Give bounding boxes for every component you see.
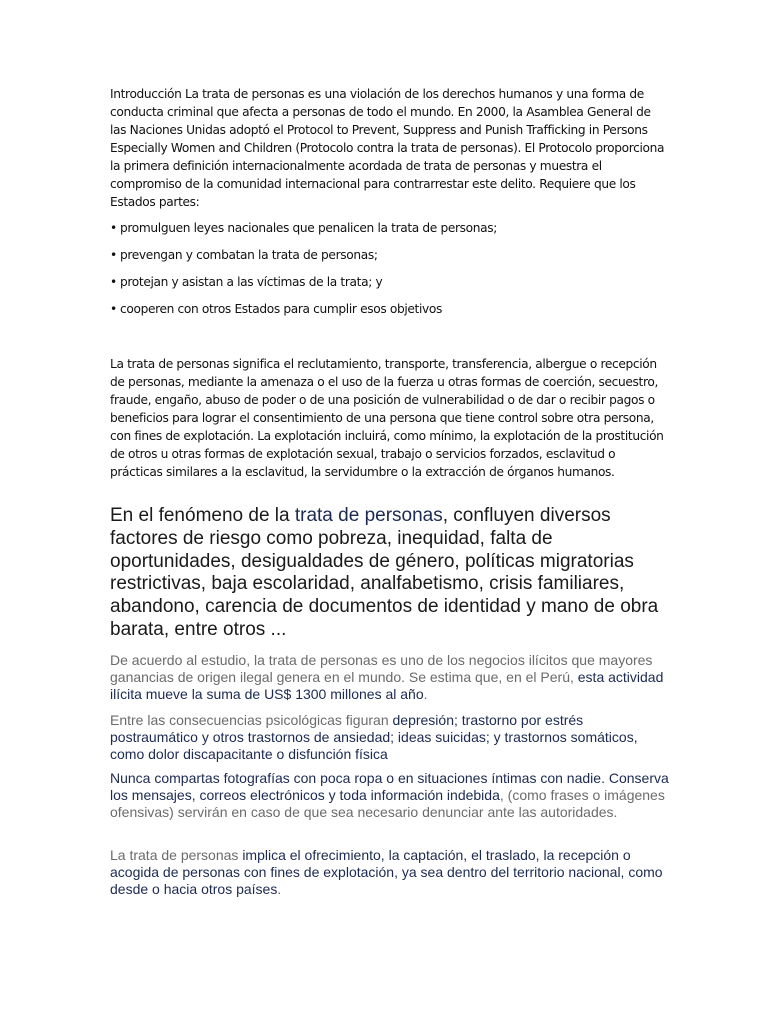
risk-factors-heading	[110, 505, 670, 642]
list-item-text: prevengan y combatan la trata de personas;	[120, 248, 378, 262]
trata-link[interactable]: trata de personas	[294, 505, 443, 526]
list-item	[110, 273, 670, 300]
consequences-paragraph	[110, 712, 670, 762]
advice-highlight: Nunca compartas fotografías con poca ropa o en situaciones íntimas con nadie. Conserva los mensajes, correos electrónicos y toda información indebida	[110, 770, 669, 803]
implication-text-c: .	[277, 880, 282, 897]
study-paragraph	[110, 652, 670, 702]
list-item-text: protejan y asistan a las víctimas de la trata; y	[120, 275, 383, 289]
study-highlight: esta actividad ilícita mueve la suma de US$ 1300 millones al año	[110, 668, 664, 702]
risk-factors-text-a: En el fenómeno de la	[110, 505, 295, 526]
implication-text-a: La trata de personas	[110, 847, 243, 863]
list-item-text: promulguen leyes nacionales que penalicen la trata de personas;	[120, 221, 498, 235]
intro-paragraph: Introducción La trata de personas es una violación de los derechos humanos y una forma de conducta criminal que afecta a personas de todo el mundo. En 2000, la Asamblea General de las Naciones Unidas adoptó el Protocol to Prevent, Suppress and Punish Trafficking in Persons Especially Women and Children (Protocolo contra la trata de personas). El Protocolo proporciona la primera definición internacionalmente acordada de trata de personas y muestra el compromiso de la comunidad internacional para contrarrestar este delito. Requiere que los Estados partes:	[110, 87, 665, 209]
list-item-text: cooperen con otros Estados para cumplir esos objetivos	[120, 302, 442, 316]
implication-paragraph	[110, 847, 670, 897]
study-text-c: .	[423, 685, 428, 702]
list-item	[110, 219, 670, 246]
list-item	[110, 300, 670, 327]
consequences-highlight: depresión; trastorno por estrés postraumático y otros trastornos de ansiedad; ideas suicidas; y trastornos somáticos, como dolor discapacitante o disfunción física	[110, 712, 638, 762]
advice-paragraph	[110, 770, 670, 820]
study-text-a: De acuerdo al estudio, la trata de personas es uno de los negocios ilícitos que mayores ganancias de origen ilegal genera en el mundo. Se estima que, en el Perú,	[110, 652, 653, 685]
implication-highlight: implica el ofrecimiento, la captación, el traslado, la recepción o acogida de personas con fines de explotación, ya sea dentro del territorio nacional, como desde o hacia otros países	[110, 847, 663, 897]
bullet-icon: •	[110, 275, 117, 289]
bullet-icon: •	[110, 302, 117, 316]
consequences-text-a: Entre las consecuencias psicológicas figuran	[110, 712, 393, 728]
risk-factors-text-c: , confluyen diversos factores de riesgo como pobreza, inequidad, falta de oportunidades, desigualdades de género, políticas migratorias restrictivas, baja escolaridad, analfabetismo, crisis familiares, abandono, carencia de documentos de identidad y mano de obra barata, entre otros ...	[110, 505, 659, 640]
advice-text-b: , (como frases o imágenes ofensivas) servirán en caso de que sea necesario denunciar ante las autoridades.	[110, 786, 665, 820]
definition-paragraph: La trata de personas significa el reclutamiento, transporte, transferencia, albergue o recepción de personas, mediante la amenaza o el uso de la fuerza u otras formas de coerción, secuestro, fraude, engaño, abuso de poder o de una posición de vulnerabilidad o de dar o recibir pagos o beneficios para lograr el consentimiento de una persona que tiene control sobre otra persona, con fines de explotación. La explotación incluirá, como mínimo, la explotación de la prostitución de otros u otras formas de explotación sexual, trabajo o servicios forzados, esclavitud o prácticas similares a la esclavitud, la servidumbre o la extracción de órganos humanos.	[110, 357, 664, 479]
bullet-icon: •	[110, 221, 117, 235]
bullet-icon: •	[110, 248, 117, 262]
obligations-list	[110, 219, 670, 327]
list-item	[110, 246, 670, 273]
